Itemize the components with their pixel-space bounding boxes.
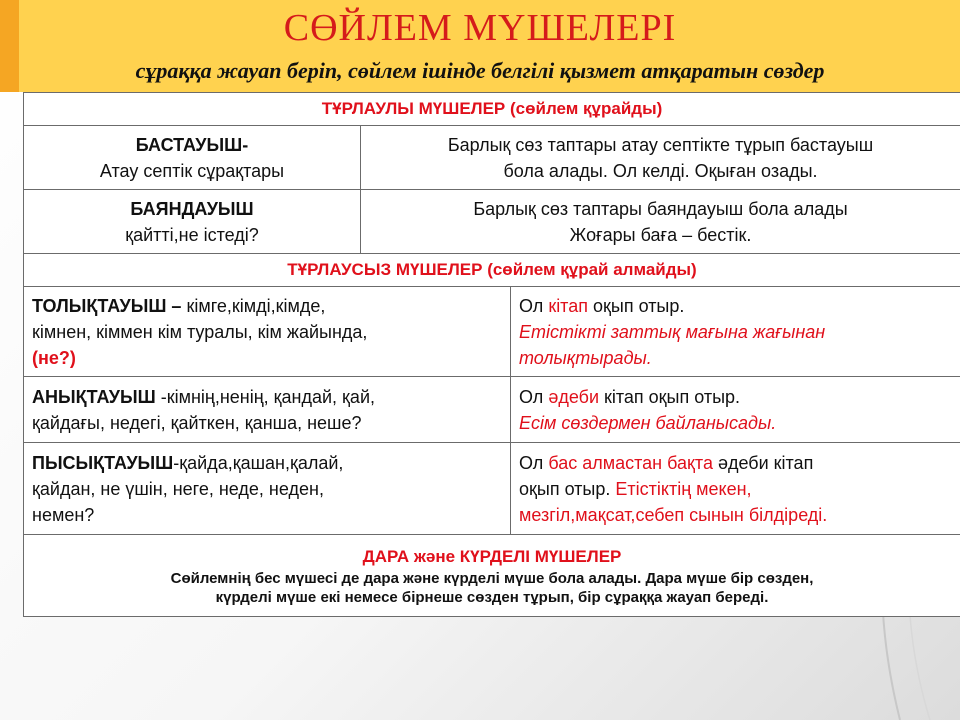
table-row: [24, 254, 960, 287]
subject-question: Атау септік сұрақтары: [99, 160, 285, 181]
complex-members-line2: күрделі мүше екі немесе бірнеше сөзден тұрып, бір сұраққа жауап береді.: [215, 588, 769, 606]
predicate-desc-line1: Барлық сөз таптары баяндауыш бола алады: [473, 198, 848, 219]
object-questions-b: кімнен, кіммен кім туралы, кім жайында,: [32, 321, 368, 342]
attribute-example-highlight: әдеби: [548, 386, 599, 407]
complex-members-heading: ДАРА және КҮРДЕЛІ МҮШЕЛЕР: [362, 546, 622, 566]
subject-cell: [24, 126, 361, 190]
subject-label: БАСТАУЫШ-: [135, 134, 249, 155]
object-cell: [24, 287, 511, 377]
attribute-example-start: Ол: [519, 386, 549, 407]
adverbial-example-cell: [511, 443, 960, 535]
primary-members-heading: ТҰРЛАУЛЫ МҮШЕЛЕР (сөйлем құрайды): [24, 93, 960, 126]
predicate-label: БАЯНДАУЫШ: [130, 198, 254, 219]
attribute-example-cell: [511, 377, 960, 443]
subject-desc-line1: Барлық сөз таптары атау септікте тұрып бастауыш: [447, 134, 874, 155]
attribute-cell: [24, 377, 511, 443]
slide-subtitle: сұраққа жауап беріп, сөйлем ішінде белгілі қызмет атқаратын сөздер: [135, 58, 825, 83]
object-example-highlight: кітап: [548, 295, 588, 316]
adverbial-example-line2: оқып отыр.: [519, 478, 616, 499]
object-example-cell: [511, 287, 960, 377]
table-row: [24, 190, 960, 254]
table-row: [24, 287, 960, 377]
adverbial-questions-a: -қайда,қашан,қалай,: [173, 452, 344, 473]
secondary-members-heading: ТҰРЛАУСЫЗ МҮШЕЛЕР (сөйлем құрай алмайды): [24, 254, 960, 287]
slide-title: СӨЙЛЕМ МҮШЕЛЕРІ: [283, 7, 677, 49]
adverbial-note-line1: Етістіктің мекен,: [615, 478, 752, 499]
attribute-label: АНЫҚТАУЫШ: [32, 386, 156, 407]
adverbial-cell: [24, 443, 511, 535]
object-questions-a: кімге,кімді,кімде,: [181, 295, 326, 316]
table-row: [24, 377, 960, 443]
adverbial-questions-c: немен?: [32, 504, 95, 525]
adverbial-note-line2: мезгіл,мақсат,себеп сынын білдіреді.: [519, 504, 828, 525]
attribute-questions-a: -кімнің,ненің, қандай, қай,: [155, 386, 375, 407]
object-example-start: Ол: [519, 295, 549, 316]
adverbial-questions-b: қайдан, не үшін, неге, неде, неден,: [32, 478, 324, 499]
table-row: [24, 93, 960, 126]
table-row: [24, 126, 960, 190]
adverbial-example-highlight: бас алмастан бақта: [548, 452, 713, 473]
subject-description-cell: [361, 126, 960, 190]
table-row: [24, 535, 960, 617]
complex-members-line1: Сөйлемнің бес мүшесі де дара және күрделі мүше бола алады. Дара мүше бір сөзден,: [170, 569, 814, 587]
predicate-cell: [24, 190, 361, 254]
adverbial-example-start: Ол: [519, 452, 549, 473]
table-row: [24, 443, 960, 535]
sentence-members-table: [23, 92, 960, 617]
attribute-example-end: кітап оқып отыр.: [599, 386, 741, 407]
subject-desc-line2: бола алады. Ол келді. Оқыған озады.: [503, 160, 818, 181]
object-example-end: оқып отыр.: [588, 295, 685, 316]
object-note-line2: толықтырады.: [519, 347, 652, 368]
complex-members-cell: [24, 535, 960, 617]
attribute-questions-b: қайдағы, недегі, қайткен, қанша, неше?: [32, 412, 362, 433]
object-label: ТОЛЫҚТАУЫШ –: [32, 295, 182, 316]
attribute-note: Есім сөздермен байланысады.: [519, 412, 777, 433]
adverbial-label: ПЫСЫҚТАУЫШ: [32, 452, 174, 473]
object-questions-c: (не?): [32, 347, 76, 368]
object-note-line1: Етістікті заттық мағына жағынан: [519, 321, 826, 342]
predicate-desc-line2: Жоғары баға – бестік.: [569, 224, 752, 245]
predicate-question: қайтті,не істеді?: [125, 224, 259, 245]
predicate-description-cell: [361, 190, 960, 254]
adverbial-example-mid: әдеби кітап: [712, 452, 814, 473]
